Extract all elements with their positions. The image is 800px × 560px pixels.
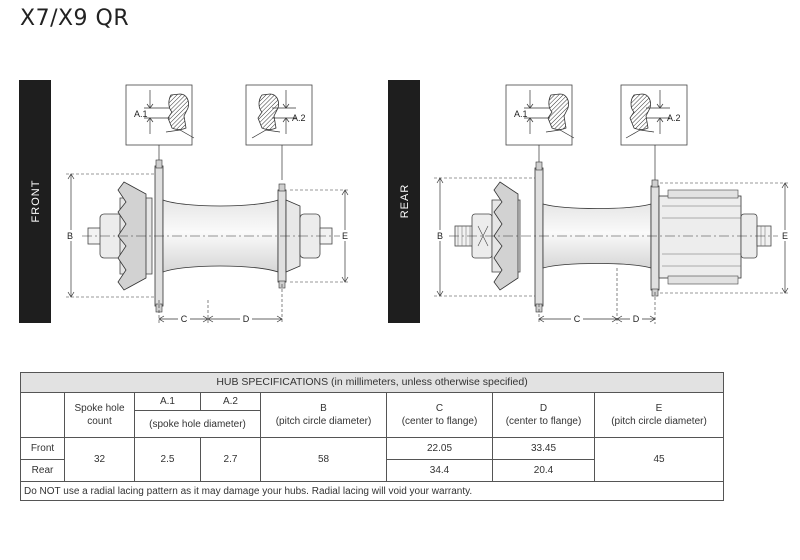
cell-e: 45: [595, 438, 724, 482]
table-header: HUB SPECIFICATIONS (in millimeters, unless otherwise specified): [21, 373, 724, 393]
col-b: [261, 393, 387, 438]
rear-a1-label: A.1: [514, 109, 528, 119]
front-c-label: C: [180, 314, 188, 324]
rear-cd-dimensions: [539, 268, 655, 324]
col-e: [595, 393, 724, 438]
rear-a2-label: A.2: [667, 113, 681, 123]
col-a-sub: (spoke hole diameter): [135, 411, 261, 438]
col-b-sub: (pitch circle diameter): [275, 416, 372, 427]
cell-a1: 2.5: [135, 438, 201, 482]
col-c-sub: (center to flange): [401, 416, 478, 427]
rear-hub-diagram: [388, 80, 792, 324]
front-a2-label: A.2: [292, 113, 306, 123]
col-a1: A.1: [135, 393, 201, 411]
front-hub-body: [82, 160, 340, 312]
page-title: X7/X9 QR: [20, 6, 130, 31]
rear-c-label: C: [573, 314, 581, 324]
front-cd-dimensions: [159, 284, 282, 324]
col-b-title: B: [320, 403, 327, 414]
col-e-sub: (pitch circle diameter): [611, 416, 707, 427]
col-e-title: E: [655, 403, 663, 414]
rear-b-label: B: [436, 231, 444, 241]
col-a2: A.2: [201, 393, 261, 411]
col-c-title: C: [435, 403, 444, 414]
cell-front-c: 22.05: [387, 438, 493, 460]
rear-a1-callout: [506, 85, 574, 145]
front-e-label: E: [341, 231, 349, 241]
col-spoke-hole-count: Spoke hole count: [65, 393, 135, 438]
cell-rear-d: 20.4: [493, 460, 595, 482]
front-d-label: D: [242, 314, 250, 324]
front-side-label: FRONT: [30, 179, 42, 223]
rear-side-label: REAR: [399, 183, 411, 219]
corner-cell: [21, 393, 65, 438]
col-d: [493, 393, 595, 438]
rear-a2-callout: [621, 85, 687, 145]
rear-d-label: D: [632, 314, 640, 324]
warranty-note: Do NOT use a radial lacing pattern as it may damage your hubs. Radial lacing will void your warranty.: [21, 482, 724, 501]
cell-a2: 2.7: [201, 438, 261, 482]
front-a1-callout: [126, 85, 194, 145]
col-d-title: D: [539, 403, 548, 414]
front-a2-callout: [246, 85, 312, 145]
cell-spoke-holes: 32: [65, 438, 135, 482]
front-hub-diagram: [19, 80, 352, 324]
cell-rear-c: 34.4: [387, 460, 493, 482]
hub-specifications-table: [20, 372, 724, 501]
col-d-sub: (center to flange): [505, 416, 582, 427]
col-c: [387, 393, 493, 438]
cell-front-d: 33.45: [493, 438, 595, 460]
rear-e-label: E: [781, 231, 789, 241]
front-b-label: B: [66, 231, 74, 241]
rear-hub-body: [449, 162, 778, 312]
front-a1-label: A.1: [134, 109, 148, 119]
row-front-label: Front: [21, 438, 65, 460]
row-rear-label: Rear: [21, 460, 65, 482]
cell-b: 58: [261, 438, 387, 482]
